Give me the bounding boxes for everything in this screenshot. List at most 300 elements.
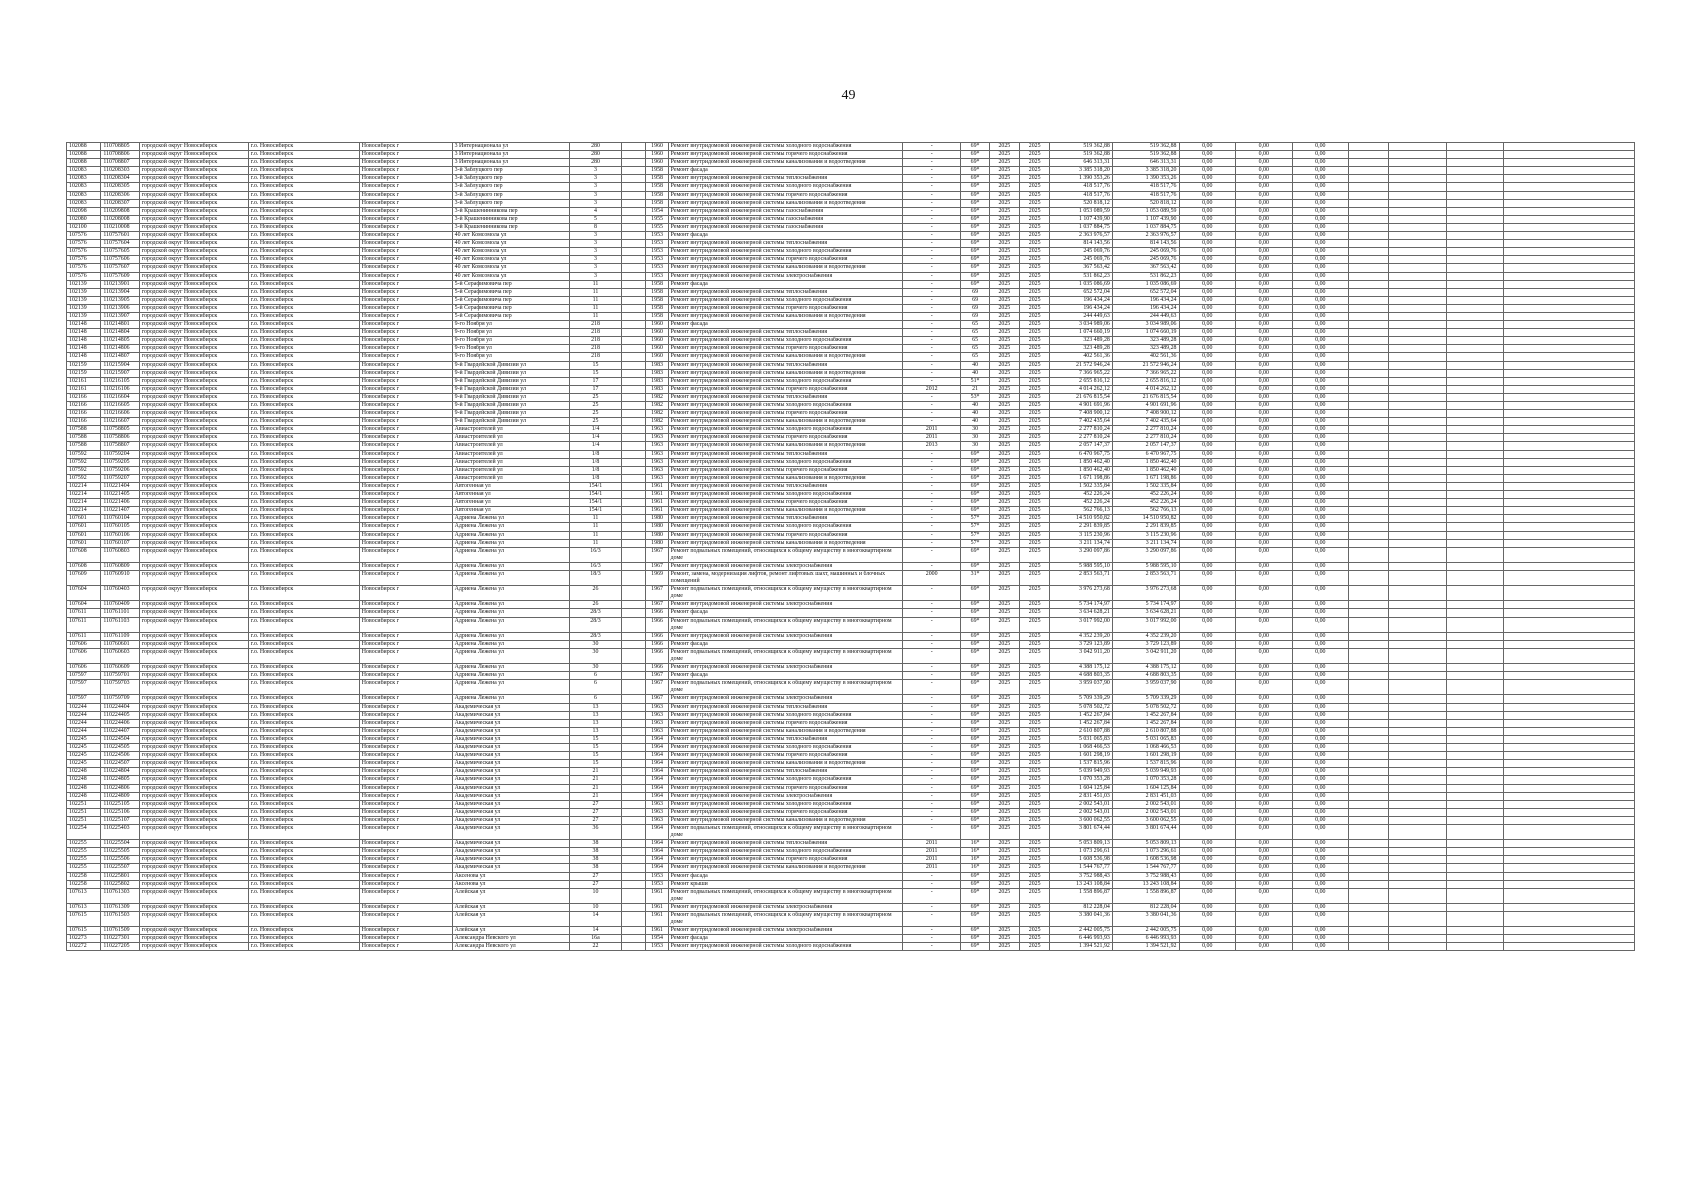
empty-cell xyxy=(1503,768,1634,776)
empty-cell xyxy=(1503,223,1634,231)
empty-cell xyxy=(1349,903,1389,911)
table-row xyxy=(67,248,1635,256)
table-cell: - xyxy=(902,280,961,288)
table-cell: Новосибирск г xyxy=(359,393,452,401)
table-cell: 65 xyxy=(961,353,989,361)
table-row xyxy=(67,515,1635,523)
empty-cell xyxy=(1389,450,1447,458)
table-cell: городской округ Новосибирск xyxy=(139,792,248,800)
table-cell: 1 035 086,69 xyxy=(1050,280,1113,288)
table-cell: Ремонт внутридомовой инженерной системы канализования и водоотведения xyxy=(668,727,902,735)
table-cell: 1961 xyxy=(646,482,668,490)
table-cell xyxy=(622,264,646,272)
table-cell: 30 xyxy=(569,640,622,648)
table-cell: 25 xyxy=(569,393,622,401)
table-cell: 0,00 xyxy=(1179,547,1236,562)
table-cell: 110760603 xyxy=(101,648,139,663)
table-cell: 1961 xyxy=(646,912,668,927)
empty-cell xyxy=(1349,402,1389,410)
table-cell: 2011 xyxy=(902,426,961,434)
table-cell: 3 600 062,55 xyxy=(1112,816,1179,824)
table-cell: 0,00 xyxy=(1236,531,1293,539)
table-cell: 110216606 xyxy=(101,410,139,418)
table-cell: 102251 xyxy=(67,800,101,808)
table-cell: Ремонт внутридомовой инженерной системы горячего водоснабжения xyxy=(668,345,902,353)
empty-cell xyxy=(1447,507,1504,515)
table-cell: 0,00 xyxy=(1292,752,1349,760)
empty-cell xyxy=(1447,539,1504,547)
table-cell: 2025 xyxy=(1020,466,1050,474)
table-cell: 110757605 xyxy=(101,248,139,256)
table-cell: г.о. Новосибирск xyxy=(248,426,359,434)
empty-cell xyxy=(1349,744,1389,752)
empty-cell xyxy=(1447,808,1504,816)
table-cell: 102159 xyxy=(67,361,101,369)
empty-cell xyxy=(1503,280,1634,288)
table-cell: 69* xyxy=(961,191,989,199)
table-cell: 2 655 816,12 xyxy=(1112,377,1179,385)
table-cell: 107604 xyxy=(67,601,101,609)
table-cell: - xyxy=(902,784,961,792)
table-cell: 5 053 809,13 xyxy=(1050,840,1113,848)
table-cell: 102100 xyxy=(67,223,101,231)
table-cell: Ремонт внутридомовой инженерной системы холодного водоснабжения xyxy=(668,248,902,256)
empty-cell xyxy=(1503,345,1634,353)
table-cell: 1 850 462,40 xyxy=(1050,458,1113,466)
empty-cell xyxy=(1447,912,1504,927)
table-cell: Новосибирск г xyxy=(359,880,452,888)
table-cell: Новосибирск г xyxy=(359,175,452,183)
table-cell: 3 634 628,21 xyxy=(1050,609,1113,617)
table-cell: - xyxy=(902,272,961,280)
table-cell: Новосибирск г xyxy=(359,680,452,695)
table-cell: 2025 xyxy=(989,410,1019,418)
table-cell: Новосибирск г xyxy=(359,312,452,320)
table-cell: 2025 xyxy=(1020,207,1050,215)
empty-cell xyxy=(1503,808,1634,816)
table-cell: 3 600 062,55 xyxy=(1050,816,1113,824)
table-cell: 5 039 949,93 xyxy=(1050,768,1113,776)
table-cell: Новосибирск г xyxy=(359,744,452,752)
table-cell: городской округ Новосибирск xyxy=(139,207,248,215)
table-cell: - xyxy=(902,792,961,800)
empty-cell xyxy=(1349,760,1389,768)
table-cell: 5-й Серафимовича пер xyxy=(452,288,569,296)
table-cell: Новосибирск г xyxy=(359,872,452,880)
table-cell: Академическая ул xyxy=(452,760,569,768)
table-cell: Новосибирск г xyxy=(359,482,452,490)
table-cell: Ремонт внутридомовой инженерной системы теплоснабжения xyxy=(668,515,902,523)
table-cell xyxy=(622,531,646,539)
table-cell: 531 862,23 xyxy=(1050,272,1113,280)
table-cell: 0,00 xyxy=(1292,199,1349,207)
table-cell: 2025 xyxy=(989,539,1019,547)
table-cell: 0,00 xyxy=(1292,151,1349,159)
table-cell: 2025 xyxy=(989,903,1019,911)
table-cell xyxy=(622,744,646,752)
table-cell: 0,00 xyxy=(1179,288,1236,296)
table-cell xyxy=(622,361,646,369)
table-cell: 0,00 xyxy=(1236,175,1293,183)
table-cell: 65 xyxy=(961,345,989,353)
table-cell: 1960 xyxy=(646,143,668,151)
table-cell: 110208306 xyxy=(101,191,139,199)
table-cell: 0,00 xyxy=(1179,458,1236,466)
table-cell: 1 604 125,84 xyxy=(1050,784,1113,792)
table-cell: Новосибирск г xyxy=(359,523,452,531)
table-cell: городской округ Новосибирск xyxy=(139,768,248,776)
table-cell: 102248 xyxy=(67,792,101,800)
table-cell: г.о. Новосибирск xyxy=(248,385,359,393)
table-cell: 0,00 xyxy=(1179,345,1236,353)
table-cell: г.о. Новосибирск xyxy=(248,570,359,585)
table-cell: 2025 xyxy=(989,240,1019,248)
table-cell: 218 xyxy=(569,329,622,337)
table-cell: г.о. Новосибирск xyxy=(248,264,359,272)
table-cell: Ремонт фасада xyxy=(668,640,902,648)
empty-cell xyxy=(1503,312,1634,320)
empty-cell xyxy=(1349,735,1389,743)
table-row xyxy=(67,744,1635,752)
table-cell: 0,00 xyxy=(1179,143,1236,151)
empty-cell xyxy=(1503,361,1634,369)
table-row xyxy=(67,539,1635,547)
table-cell: г.о. Новосибирск xyxy=(248,872,359,880)
table-cell: 40 xyxy=(961,418,989,426)
table-cell: 2025 xyxy=(1020,880,1050,888)
repair-program-table xyxy=(66,142,1635,951)
table-cell: 2 831 451,03 xyxy=(1112,792,1179,800)
table-cell: 2025 xyxy=(989,272,1019,280)
table-cell: 69* xyxy=(961,664,989,672)
table-cell: Академическая ул xyxy=(452,784,569,792)
empty-cell xyxy=(1447,609,1504,617)
table-cell xyxy=(622,151,646,159)
table-row xyxy=(67,711,1635,719)
table-cell: Новосибирск г xyxy=(359,562,452,570)
table-cell: 0,00 xyxy=(1179,927,1236,935)
table-cell: 107615 xyxy=(67,927,101,935)
table-cell: 3 729 123,89 xyxy=(1112,640,1179,648)
empty-cell xyxy=(1349,935,1389,943)
table-cell: Новосибирск г xyxy=(359,418,452,426)
table-cell: Академическая ул xyxy=(452,735,569,743)
empty-cell xyxy=(1389,248,1447,256)
empty-cell xyxy=(1389,474,1447,482)
empty-cell xyxy=(1503,752,1634,760)
table-cell: 3-й Заблуцкого пер xyxy=(452,199,569,207)
table-cell: 0,00 xyxy=(1292,248,1349,256)
empty-cell xyxy=(1389,703,1447,711)
empty-cell xyxy=(1389,288,1447,296)
table-cell: г.о. Новосибирск xyxy=(248,183,359,191)
table-cell: 4 688 803,35 xyxy=(1050,672,1113,680)
table-cell: 0,00 xyxy=(1292,719,1349,727)
table-cell: 110208008 xyxy=(101,215,139,223)
table-cell: 102166 xyxy=(67,418,101,426)
table-cell: 69* xyxy=(961,240,989,248)
table-cell: - xyxy=(902,207,961,215)
table-cell: - xyxy=(902,296,961,304)
empty-cell xyxy=(1349,272,1389,280)
table-cell: г.о. Новосибирск xyxy=(248,377,359,385)
table-cell: 1960 xyxy=(646,321,668,329)
table-cell: 9-й Гвардейской Дивизии ул xyxy=(452,410,569,418)
table-cell: 0,00 xyxy=(1292,507,1349,515)
table-cell: 2025 xyxy=(989,482,1019,490)
empty-cell xyxy=(1503,727,1634,735)
empty-cell xyxy=(1503,601,1634,609)
table-cell: 3 034 989,06 xyxy=(1112,321,1179,329)
table-cell: 110224809 xyxy=(101,792,139,800)
empty-cell xyxy=(1349,816,1389,824)
table-cell: - xyxy=(902,466,961,474)
empty-cell xyxy=(1503,499,1634,507)
table-cell: 102255 xyxy=(67,856,101,864)
table-cell: 11 xyxy=(569,531,622,539)
table-cell: 11 xyxy=(569,515,622,523)
table-cell: 6 446 993,93 xyxy=(1112,935,1179,943)
empty-cell xyxy=(1349,752,1389,760)
table-cell: 69* xyxy=(961,601,989,609)
table-cell: 110221405 xyxy=(101,491,139,499)
table-cell: 1967 xyxy=(646,586,668,601)
table-cell: 1967 xyxy=(646,695,668,703)
table-cell: 16* xyxy=(961,840,989,848)
empty-cell xyxy=(1349,912,1389,927)
table-row xyxy=(67,695,1635,703)
table-cell: г.о. Новосибирск xyxy=(248,240,359,248)
table-cell: 0,00 xyxy=(1179,880,1236,888)
table-cell xyxy=(622,223,646,231)
table-cell xyxy=(622,808,646,816)
table-cell: 1961 xyxy=(646,903,668,911)
table-cell: 102251 xyxy=(67,808,101,816)
table-cell: 1983 xyxy=(646,369,668,377)
table-cell: 2025 xyxy=(989,402,1019,410)
table-cell: 2025 xyxy=(1020,369,1050,377)
table-cell: городской округ Новосибирск xyxy=(139,617,248,632)
table-cell: г.о. Новосибирск xyxy=(248,329,359,337)
table-cell: 102166 xyxy=(67,402,101,410)
table-cell: 69* xyxy=(961,792,989,800)
empty-cell xyxy=(1349,601,1389,609)
table-cell: Ремонт крыши xyxy=(668,880,902,888)
table-cell: 0,00 xyxy=(1179,711,1236,719)
table-cell: - xyxy=(902,719,961,727)
table-cell: 1960 xyxy=(646,159,668,167)
table-cell: 102255 xyxy=(67,840,101,848)
table-cell: 0,00 xyxy=(1179,232,1236,240)
empty-cell xyxy=(1447,207,1504,215)
table-cell: городской округ Новосибирск xyxy=(139,539,248,547)
table-cell: 1953 xyxy=(646,248,668,256)
table-cell xyxy=(622,321,646,329)
table-row xyxy=(67,664,1635,672)
table-cell: 13 xyxy=(569,719,622,727)
table-cell: 9-го Ноября ул xyxy=(452,345,569,353)
empty-cell xyxy=(1349,547,1389,562)
table-cell: 2025 xyxy=(989,256,1019,264)
table-cell: - xyxy=(902,183,961,191)
table-cell: 0,00 xyxy=(1236,872,1293,880)
table-cell: 102148 xyxy=(67,329,101,337)
table-cell: 323 489,28 xyxy=(1112,337,1179,345)
table-cell: 1983 xyxy=(646,377,668,385)
table-cell: Новосибирск г xyxy=(359,617,452,632)
empty-cell xyxy=(1447,491,1504,499)
table-cell: 0,00 xyxy=(1236,719,1293,727)
table-cell: Академическая ул xyxy=(452,752,569,760)
table-cell xyxy=(622,256,646,264)
table-cell: - xyxy=(902,912,961,927)
table-row xyxy=(67,466,1635,474)
table-cell: 107576 xyxy=(67,264,101,272)
table-cell: 2 277 810,24 xyxy=(1112,434,1179,442)
table-cell: 7 408 900,12 xyxy=(1112,410,1179,418)
empty-cell xyxy=(1447,760,1504,768)
table-cell: 21 676 815,54 xyxy=(1050,393,1113,401)
table-cell: 21 xyxy=(961,385,989,393)
table-cell: 0,00 xyxy=(1292,570,1349,585)
table-cell: 1 452 267,84 xyxy=(1050,711,1113,719)
empty-cell xyxy=(1389,912,1447,927)
table-cell: 3 290 097,86 xyxy=(1050,547,1113,562)
table-cell: городской округ Новосибирск xyxy=(139,856,248,864)
table-cell: Адриена Лежена ул xyxy=(452,547,569,562)
table-cell: 5-й Серафимовича пер xyxy=(452,312,569,320)
table-cell: 107606 xyxy=(67,648,101,663)
table-cell: 0,00 xyxy=(1292,523,1349,531)
table-cell: 2011 xyxy=(902,840,961,848)
empty-cell xyxy=(1349,824,1389,839)
table-cell: г.о. Новосибирск xyxy=(248,175,359,183)
empty-cell xyxy=(1503,167,1634,175)
empty-cell xyxy=(1349,719,1389,727)
table-cell: 1963 xyxy=(646,450,668,458)
table-row xyxy=(67,175,1635,183)
empty-cell xyxy=(1389,680,1447,695)
table-cell: Адриена Лежена ул xyxy=(452,617,569,632)
table-cell: городской округ Новосибирск xyxy=(139,824,248,839)
table-cell: 0,00 xyxy=(1179,800,1236,808)
table-cell: 15 xyxy=(569,361,622,369)
table-cell: г.о. Новосибирск xyxy=(248,272,359,280)
table-cell: 2 057 147,37 xyxy=(1050,442,1113,450)
table-cell: - xyxy=(902,562,961,570)
table-cell: 2025 xyxy=(1020,256,1050,264)
empty-cell xyxy=(1349,207,1389,215)
table-cell: Ремонт фасада xyxy=(668,872,902,880)
table-cell: г.о. Новосибирск xyxy=(248,744,359,752)
table-cell: Ремонт подвальных помещений, относящихся к общему имуществу в многоквартирном доме xyxy=(668,648,902,663)
empty-cell xyxy=(1389,256,1447,264)
table-cell: 2025 xyxy=(1020,240,1050,248)
empty-cell xyxy=(1389,345,1447,353)
table-cell: 0,00 xyxy=(1179,570,1236,585)
table-row xyxy=(67,531,1635,539)
table-row xyxy=(67,816,1635,824)
table-cell: 0,00 xyxy=(1236,466,1293,474)
empty-cell xyxy=(1503,256,1634,264)
table-cell: 2 363 976,57 xyxy=(1112,232,1179,240)
empty-cell xyxy=(1389,784,1447,792)
table-cell xyxy=(622,296,646,304)
table-cell xyxy=(622,442,646,450)
empty-cell xyxy=(1349,458,1389,466)
table-cell: городской округ Новосибирск xyxy=(139,609,248,617)
table-cell: 16а xyxy=(569,935,622,943)
table-row xyxy=(67,329,1635,337)
empty-cell xyxy=(1349,648,1389,663)
table-cell: 110224506 xyxy=(101,752,139,760)
table-cell: городской округ Новосибирск xyxy=(139,703,248,711)
table-cell xyxy=(622,280,646,288)
table-cell: 110225107 xyxy=(101,816,139,824)
table-cell: 107608 xyxy=(67,562,101,570)
table-cell: 15 xyxy=(569,369,622,377)
table-cell: - xyxy=(902,816,961,824)
table-row xyxy=(67,507,1635,515)
table-cell: 0,00 xyxy=(1236,369,1293,377)
empty-cell xyxy=(1447,377,1504,385)
empty-cell xyxy=(1349,369,1389,377)
table-cell: 69 xyxy=(961,312,989,320)
table-cell: 0,00 xyxy=(1179,402,1236,410)
table-cell: 0,00 xyxy=(1292,735,1349,743)
empty-cell xyxy=(1389,864,1447,872)
table-cell: 0,00 xyxy=(1236,664,1293,672)
table-cell: 245 069,76 xyxy=(1050,248,1113,256)
table-cell: 1 390 353,26 xyxy=(1112,175,1179,183)
table-cell: 3 729 123,89 xyxy=(1050,640,1113,648)
table-cell: г.о. Новосибирск xyxy=(248,664,359,672)
table-cell: 1963 xyxy=(646,703,668,711)
table-cell: Академическая ул xyxy=(452,719,569,727)
empty-cell xyxy=(1503,288,1634,296)
table-cell: 69* xyxy=(961,491,989,499)
table-cell: 21 xyxy=(569,792,622,800)
table-cell: 2025 xyxy=(1020,361,1050,369)
table-cell: 2025 xyxy=(989,361,1019,369)
table-cell: 2025 xyxy=(989,648,1019,663)
table-cell: 40 xyxy=(961,369,989,377)
empty-cell xyxy=(1389,752,1447,760)
table-cell: Ремонт внутридомовой инженерной системы электроснабжения xyxy=(668,903,902,911)
table-cell: 2 442 005,75 xyxy=(1112,927,1179,935)
table-cell: городской округ Новосибирск xyxy=(139,482,248,490)
table-cell: 0,00 xyxy=(1179,562,1236,570)
table-cell: Ремонт внутридомовой инженерной системы теплоснабжения xyxy=(668,450,902,458)
table-cell: Новосибирск г xyxy=(359,609,452,617)
table-cell: 0,00 xyxy=(1236,943,1293,951)
empty-cell xyxy=(1389,609,1447,617)
table-cell xyxy=(622,191,646,199)
table-cell: 0,00 xyxy=(1236,640,1293,648)
empty-cell xyxy=(1447,272,1504,280)
table-cell: 110759207 xyxy=(101,474,139,482)
empty-cell xyxy=(1389,223,1447,231)
table-cell: 0,00 xyxy=(1179,695,1236,703)
table-cell: 0,00 xyxy=(1236,695,1293,703)
table-cell: 3 211 134,74 xyxy=(1112,539,1179,547)
table-cell: 2 002 543,01 xyxy=(1112,808,1179,816)
table-cell: 2025 xyxy=(989,151,1019,159)
table-cell: - xyxy=(902,288,961,296)
table-cell: 2025 xyxy=(989,680,1019,695)
table-cell xyxy=(622,248,646,256)
table-row xyxy=(67,703,1635,711)
